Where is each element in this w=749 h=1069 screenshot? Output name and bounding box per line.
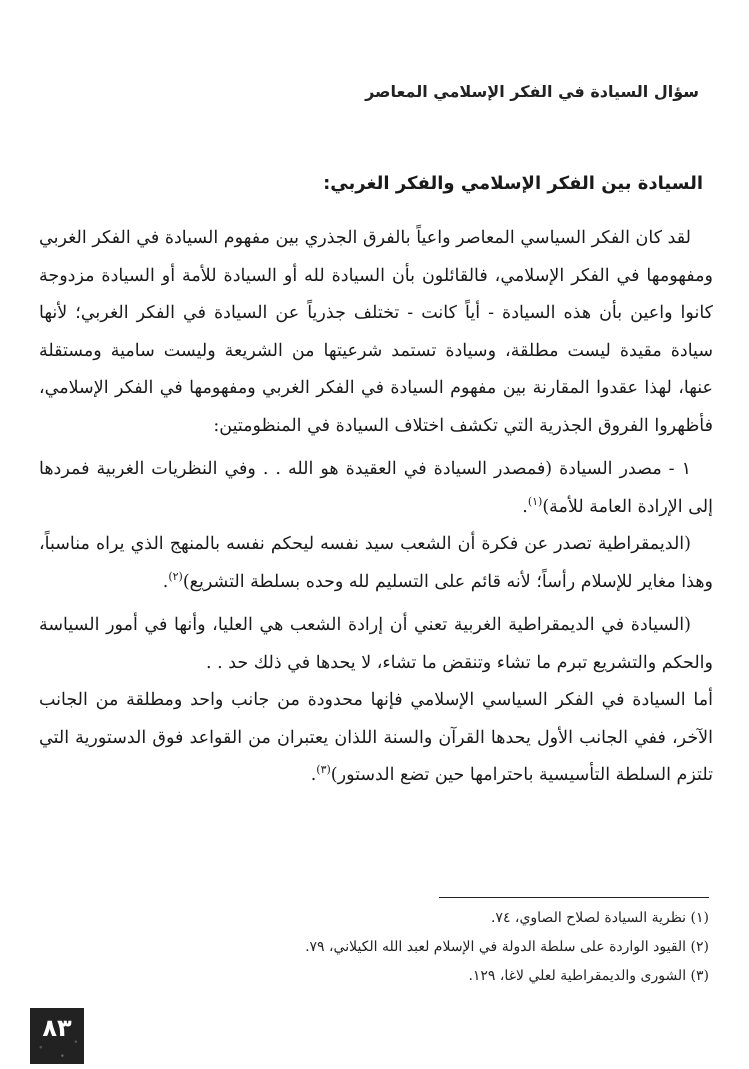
footnote-ref-2: (٢)	[168, 569, 183, 583]
paragraph-quote-democracy-end: .	[162, 571, 169, 592]
paragraph-intro: لقد كان الفكر السياسي المعاصر واعياً بالفرق الجذري بين مفهوم السيادة في الفكر الغربي ومفهومها في الفكر الإسلامي، فالقائلون بأن السيادة لله أو السيادة للأمة أو السيادة مزدوجة كانوا واعين بأن هذه السيادة - أياً كانت - تختلف جذرياً عن السيادة في الفكر الغربي؛ لأنها سيادة مقيدة ليست مطلقة، وسيادة تستمد شرعيتها من الشريعة وليست سامية ومستقلة عنها، لهذا عقدوا المقارنة بين مفهوم السيادة في الفكر الغربي ومفهومها في الفكر الإسلامي، فأظهروا الفروق الجذرية التي تكشف اختلاف السيادة في المنظومتين:	[39, 228, 713, 436]
footnotes	[109, 904, 709, 991]
paragraph-point-one-text: ١ - مصدر السيادة (فمصدر السيادة في العقيدة هو الله . . وفي النظريات الغربية فمردها إلى الإرادة العامة للأمة)	[39, 459, 713, 517]
paragraph-point-one	[39, 451, 713, 526]
paragraph-islamic-sovereignty-text: أما السيادة في الفكر السياسي الإسلامي فإنها محدودة من جانب واحد ومطلقة من الجانب الآخر، ففي الجانب الأول يحدها القرآن والسنة اللذان يعتبران من القواعد فوق الدستورية التي تلتزم السلطة التأسيسية باحترامها حين تضع الدستور)	[39, 690, 713, 785]
running-header: سؤال السيادة في الفكر الإسلامي المعاصر	[365, 82, 699, 101]
footnote-separator	[439, 897, 709, 898]
footnote-1: (١) نظرية السيادة لصلاح الصاوي، ٧٤.	[490, 910, 709, 926]
footnote-ref-1: (١)	[527, 494, 543, 508]
page-number: ٨٣	[30, 1008, 84, 1064]
paragraph-quote-democracy-text: (الديمقراطية تصدر عن فكرة أن الشعب سيد نفسه ليحكم نفسه بالمنهج الذي يراه مناسباً، وهذا مغاير للإسلام رأساً؛ لأنه قائم على التسليم لله وحده بسلطة التشريع)	[39, 534, 713, 592]
footnote-2: (٢) القيود الواردة على سلطة الدولة في الإسلام لعبد الله الكيلاني، ٧٩.	[305, 939, 709, 955]
footnote-ref-3: (٣)	[316, 763, 331, 777]
section-heading: السيادة بين الفكر الإسلامي والفكر الغربي:	[323, 173, 703, 194]
page-body	[39, 164, 713, 801]
paragraph-point-one-end: .	[522, 496, 528, 517]
paragraph-quote-western-sovereignty: (السيادة في الديمقراطية الغربية تعني أن إرادة الشعب هي العليا، وأنها في أمور السياسة والحكم والتشريع تبرم ما تشاء وتنقض ما تشاء، لا يحدها في ذلك حد . .	[39, 615, 713, 673]
paragraph-islamic-sovereignty	[39, 682, 713, 795]
paragraph-islamic-sovereignty-end: .	[310, 765, 317, 785]
paragraph-quote-democracy	[39, 526, 713, 601]
footnote-3: (٣) الشورى والديمقراطية لعلي لاغا، ١٢٩.	[468, 968, 709, 984]
